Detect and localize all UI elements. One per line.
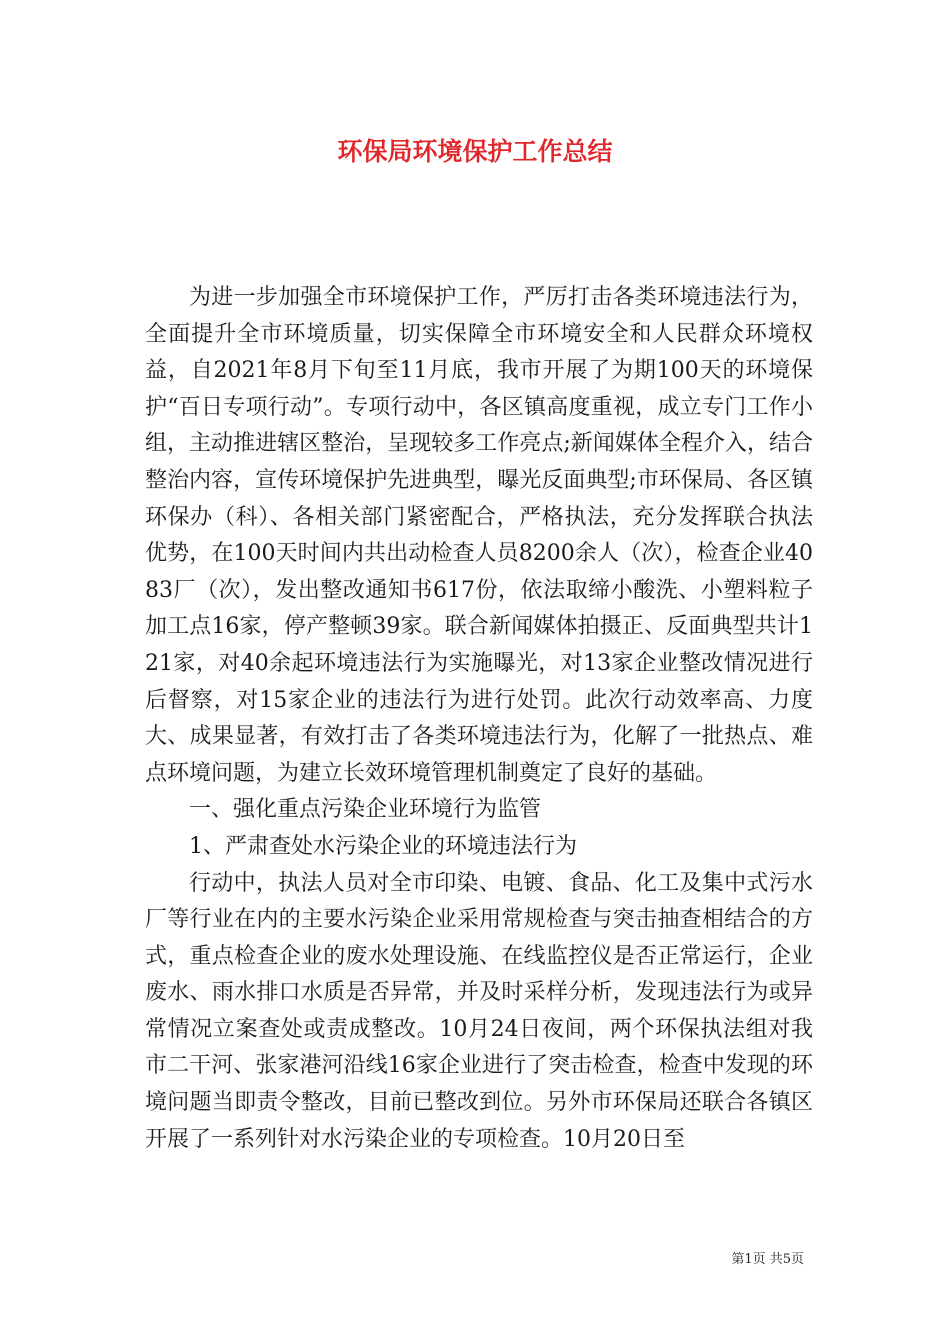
page-number-footer: 第1页 共5页: [731, 1252, 804, 1267]
subsection-heading: 1、严肃查处水污染企业的环境违法行为: [189, 833, 577, 859]
body-paragraph: 行动中，执法人员对全市印染、电镀、食品、化工及集中式污水厂等行业在内的主要水污染企业采用常规检查与突击抽查相结合的方式，重点检查企业的废水处理设施、在线监控仪是否正常运行，企业废水、雨水排口水质是否异常，并及时采样分析，发现违法行为或异常情况立案查处或责成整改。10月24日夜间，两个环保执法组对我市二干河、张家港河沿线16家企业进行了突击检查，检查中发现的环境问题当即责令整改，目前已整改到位。另外市环保局还联合各镇区开展了一系列针对水污染企业的专项检查。10月20日至: [145, 870, 813, 1152]
section-heading: 一、强化重点污染企业环境行为监管: [189, 797, 542, 823]
document-title: 环保局环境保护工作总结: [337, 137, 613, 166]
document-body: [145, 280, 813, 1158]
intro-paragraph: 为进一步加强全市环境保护工作，严厉打击各类环境违法行为，全面提升全市环境质量，切实保障全市环境安全和人民群众环境权益，自2021年8月下旬至11月底，我市开展了为期100天的环境保护“百日专项行动”。专项行动中，各区镇高度重视，成立专门工作小组，主动推进辖区整治，呈现较多工作亮点;新闻媒体全程介入，结合整治内容，宣传环境保护先进典型，曝光反面典型;市环保局、各区镇环保办（科）、各相关部门紧密配合，严格执法，充分发挥联合执法优势，在100天时间内共出动检查人员8200余人（次），检查企业4083厂（次），发出整改通知书617份，依法取缔小酸洗、小塑料粒子加工点16家，停产整顿39家。联合新闻媒体拍摄正、反面典型共计121家，对40余起环境违法行为实施曝光，对13家企业整改情况进行后督察，对15家企业的违法行为进行处罚。此次行动效率高、力度大、成果显著，有效打击了各类环境违法行为，化解了一批热点、难点环境问题，为建立长效环境管理机制奠定了良好的基础。: [145, 285, 814, 786]
